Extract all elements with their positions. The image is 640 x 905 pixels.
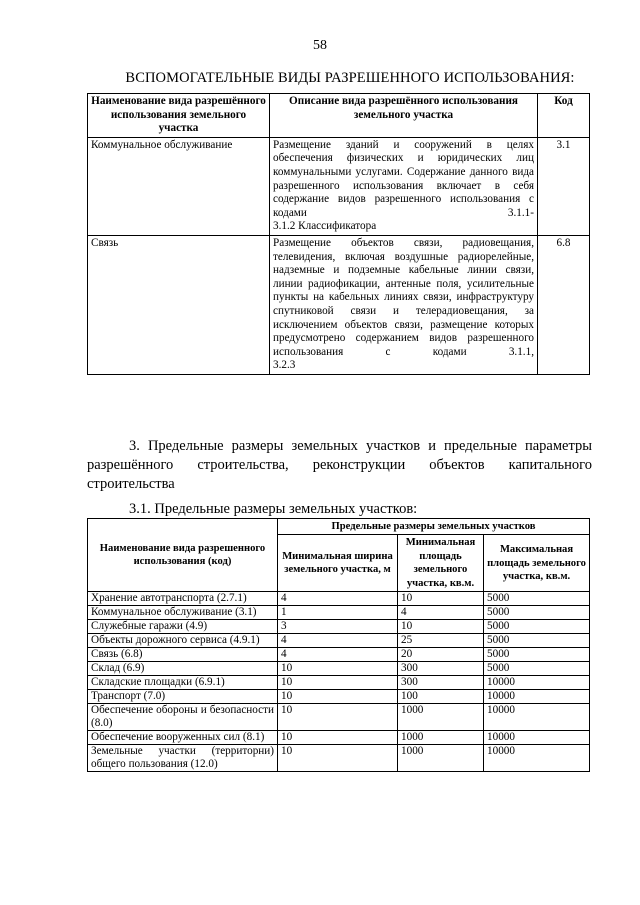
use-code: 3.1 <box>538 137 590 235</box>
table-row <box>88 592 590 606</box>
max-area-value: 5000 <box>484 620 590 634</box>
header-use-name: Наименование вида разрешенного использования (код) <box>88 519 278 592</box>
use-code: 6.8 <box>538 235 590 374</box>
description-text: Размещение объектов связи, радиовещания, телевидения, включая воздушные радиорелейные, надземные и подземные кабельные линии связи, линии радиофикации, антенные поля, усилительные пункты на кабельных линиях связи, инфраструктуру спутниковой связи и телерадиовещания, за исключением объектов связи, размещение которых предусмотрено содержанием видов разрешенного использования с кодами 3.1.1, <box>273 236 534 358</box>
max-area-value: 10000 <box>484 676 590 690</box>
table-row <box>88 745 590 772</box>
use-name: Земельные участки (территорни) общего пользования (12.0) <box>88 745 278 772</box>
description-text: Размещение зданий и сооружений в целях обеспечения физических и юридических лиц коммунальными услугами. Содержание данного вида разрешенного использования включает в себя содержание видов разрешенного использования с кодами 3.1.1- <box>273 138 534 219</box>
use-name: Связь (6.8) <box>88 648 278 662</box>
plot-size-rows <box>88 592 590 772</box>
use-name: Хранение автотранспорта (2.7.1) <box>88 592 278 606</box>
min-width-value: 1 <box>278 606 398 620</box>
table-row <box>88 662 590 676</box>
table-row <box>88 676 590 690</box>
max-area-value: 5000 <box>484 606 590 620</box>
table-header-row <box>88 94 590 138</box>
table-row <box>88 704 590 731</box>
table-row <box>88 648 590 662</box>
min-area-value: 4 <box>398 606 484 620</box>
max-area-value: 5000 <box>484 634 590 648</box>
max-area-value: 10000 <box>484 731 590 745</box>
min-width-value: 4 <box>278 648 398 662</box>
min-width-value: 4 <box>278 592 398 606</box>
use-name: Связь <box>88 235 270 374</box>
max-area-value: 10000 <box>484 704 590 731</box>
table-row <box>88 235 590 374</box>
min-width-value: 3 <box>278 620 398 634</box>
max-area-value: 5000 <box>484 648 590 662</box>
max-area-value: 10000 <box>484 745 590 772</box>
table-row <box>88 690 590 704</box>
max-area-value: 10000 <box>484 690 590 704</box>
min-area-value: 300 <box>398 662 484 676</box>
table-row <box>88 731 590 745</box>
header-min-width: Минимальная ширина земельного участка, м <box>278 535 398 592</box>
use-name: Объекты дорожного сервиса (4.9.1) <box>88 634 278 648</box>
use-description <box>270 137 538 235</box>
plot-size-limits-table <box>87 518 590 772</box>
min-area-value: 10 <box>398 620 484 634</box>
table-row <box>88 634 590 648</box>
min-area-value: 300 <box>398 676 484 690</box>
min-area-value: 10 <box>398 592 484 606</box>
use-name: Коммунальное обслуживание (3.1) <box>88 606 278 620</box>
table-row <box>88 137 590 235</box>
table-row <box>88 620 590 634</box>
use-description <box>270 235 538 374</box>
use-name: Обеспечение вооруженных сил (8.1) <box>88 731 278 745</box>
header-code: Код <box>538 94 590 138</box>
max-area-value: 5000 <box>484 662 590 676</box>
min-width-value: 10 <box>278 690 398 704</box>
min-width-value: 10 <box>278 704 398 731</box>
permitted-uses-table <box>87 93 590 375</box>
header-name: Наименование вида разрешённого использования земельного участка <box>88 94 270 138</box>
min-width-value: 4 <box>278 634 398 648</box>
description-last-line: 3.1.2 Классификатора <box>273 220 377 233</box>
paragraph-limits: 3. Предельные размеры земельных участков и предельные параметры разрешённого строительства, реконструкции объектов капитального строительства <box>87 438 592 492</box>
max-area-value: 5000 <box>484 592 590 606</box>
page-number: 58 <box>313 38 327 53</box>
min-width-value: 10 <box>278 731 398 745</box>
min-area-value: 20 <box>398 648 484 662</box>
header-group: Предельные размеры земельных участков <box>278 519 590 535</box>
table-row <box>88 606 590 620</box>
paragraph-plot-sizes: 3.1. Предельные размеры земельных участков: <box>129 501 418 517</box>
header-max-area: Максимальная площадь земельного участка, кв.м. <box>484 535 590 592</box>
min-area-value: 1000 <box>398 745 484 772</box>
description-last-line: 3.2.3 <box>273 359 296 372</box>
table-header-row <box>88 519 590 535</box>
use-name: Коммунальное обслуживание <box>88 137 270 235</box>
header-description: Описание вида разрешённого использования земельного участка <box>270 94 538 138</box>
min-area-value: 1000 <box>398 704 484 731</box>
use-name: Транспорт (7.0) <box>88 690 278 704</box>
min-area-value: 25 <box>398 634 484 648</box>
use-name: Склад (6.9) <box>88 662 278 676</box>
min-area-value: 1000 <box>398 731 484 745</box>
section-title: ВСПОМОГАТЕЛЬНЫЕ ВИДЫ РАЗРЕШЕННОГО ИСПОЛЬЗОВАНИЯ: <box>125 70 575 86</box>
min-area-value: 100 <box>398 690 484 704</box>
use-name: Складские площадки (6.9.1) <box>88 676 278 690</box>
use-name: Служебные гаражи (4.9) <box>88 620 278 634</box>
min-width-value: 10 <box>278 662 398 676</box>
min-width-value: 10 <box>278 676 398 690</box>
use-name: Обеспечение обороны и безопасности (8.0) <box>88 704 278 731</box>
min-width-value: 10 <box>278 745 398 772</box>
header-min-area: Минимальная площадь земельного участка, кв.м. <box>398 535 484 592</box>
